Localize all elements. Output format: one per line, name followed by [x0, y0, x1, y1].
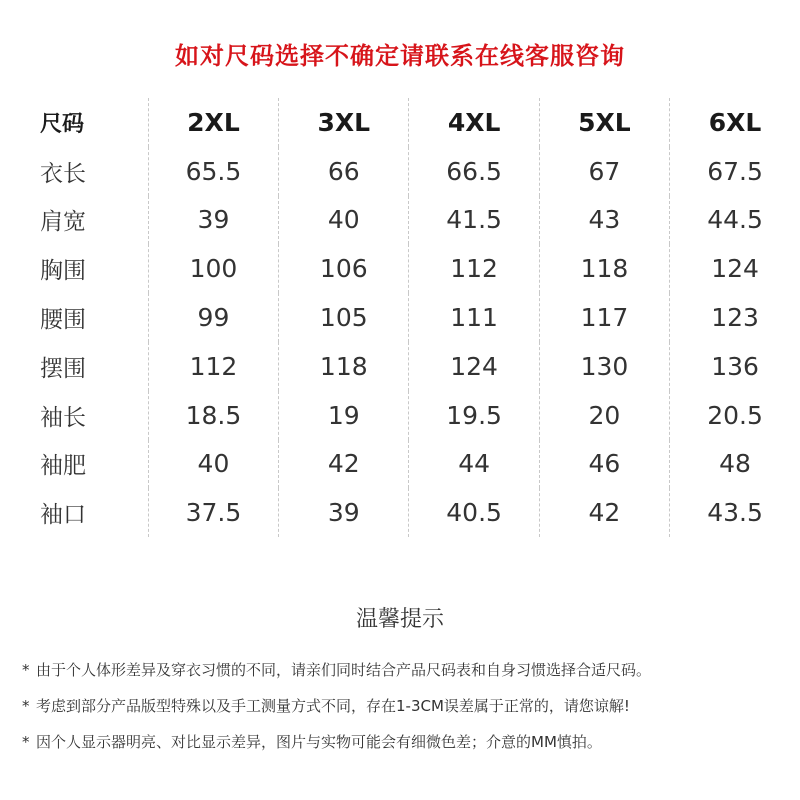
- measurement-value: 124: [670, 244, 800, 293]
- measurement-value: 123: [670, 293, 800, 342]
- tip-bullet: *: [22, 661, 30, 679]
- measurement-label: 胸围: [40, 258, 86, 285]
- table-row: [30, 293, 800, 342]
- measurement-value: 67: [539, 147, 669, 196]
- measurement-value: 39: [279, 488, 409, 537]
- tip-bullet: *: [22, 733, 30, 751]
- table-row: [30, 196, 800, 245]
- tip-item: [22, 730, 792, 766]
- tip-item: [22, 658, 792, 694]
- measurement-value: 66.5: [409, 147, 539, 196]
- table-row: [30, 391, 800, 440]
- size-header-row: [30, 98, 800, 147]
- measurement-value: 42: [539, 488, 669, 537]
- measurement-value: 20.5: [670, 391, 800, 440]
- measurement-label: 肩宽: [40, 209, 86, 236]
- measurement-value: 67.5: [670, 147, 800, 196]
- size-header-label: 尺码: [40, 111, 85, 137]
- measurement-value: 99: [148, 293, 278, 342]
- tip-bullet: *: [22, 697, 30, 715]
- table-row: [30, 342, 800, 391]
- measurement-value: 43: [539, 196, 669, 245]
- measurement-value: 44.5: [670, 196, 800, 245]
- tip-text: 因个人显示器明亮、对比显示差异，图片与实物可能会有细微色差；介意的MM慎拍。: [36, 733, 602, 751]
- measurement-value: 65.5: [148, 147, 278, 196]
- measurement-value: 20: [539, 391, 669, 440]
- measurement-value: 118: [279, 342, 409, 391]
- measurement-value: 40.5: [409, 488, 539, 537]
- tips-title: 温馨提示: [355, 607, 444, 632]
- measurement-value: 41.5: [409, 196, 539, 245]
- measurement-value: 118: [539, 244, 669, 293]
- measurement-value: 106: [279, 244, 409, 293]
- measurement-value: 43.5: [670, 488, 800, 537]
- measurement-value: 124: [409, 342, 539, 391]
- measurement-value: 19.5: [409, 391, 539, 440]
- size-column-header: 4XL: [409, 98, 539, 147]
- measurement-value: 39: [148, 196, 278, 245]
- tip-item: [22, 694, 792, 730]
- tip-text: 由于个人体形差异及穿衣习惯的不同，请亲们同时结合产品尺码表和自身习惯选择合适尺码。: [36, 661, 652, 679]
- measurement-value: 40: [279, 196, 409, 245]
- measurement-label: 衣长: [40, 160, 86, 187]
- measurement-value: 100: [148, 244, 278, 293]
- measurement-label: 袖长: [40, 404, 86, 431]
- measurement-value: 19: [279, 391, 409, 440]
- measurement-value: 18.5: [148, 391, 278, 440]
- measurement-value: 112: [409, 244, 539, 293]
- measurement-value: 130: [539, 342, 669, 391]
- measurement-value: 66: [279, 147, 409, 196]
- measurement-label: 腰围: [40, 307, 86, 334]
- size-chart-table: [30, 98, 800, 537]
- measurement-value: 40: [148, 440, 278, 489]
- measurement-value: 117: [539, 293, 669, 342]
- size-column-header: 2XL: [148, 98, 278, 147]
- measurement-value: 42: [279, 440, 409, 489]
- measurement-value: 111: [409, 293, 539, 342]
- table-row: [30, 147, 800, 196]
- table-row: [30, 244, 800, 293]
- measurement-value: 44: [409, 440, 539, 489]
- measurement-value: 37.5: [148, 488, 278, 537]
- measurement-label: 袖肥: [40, 453, 86, 480]
- measurement-value: 136: [670, 342, 800, 391]
- measurement-value: 46: [539, 440, 669, 489]
- consult-banner: 如对尺码选择不确定请联系在线客服咨询: [175, 42, 625, 70]
- measurement-value: 48: [670, 440, 800, 489]
- size-column-header: 3XL: [279, 98, 409, 147]
- table-row: [30, 440, 800, 489]
- table-row: [30, 488, 800, 537]
- measurement-value: 112: [148, 342, 278, 391]
- measurement-value: 105: [279, 293, 409, 342]
- measurement-label: 袖口: [40, 502, 86, 529]
- size-column-header: 6XL: [670, 98, 800, 147]
- measurement-label: 摆围: [40, 355, 86, 382]
- size-column-header: 5XL: [539, 98, 669, 147]
- tips-list: [22, 658, 792, 766]
- tip-text: 考虑到部分产品版型特殊以及手工测量方式不同，存在1-3CM误差属于正常的，请您谅解!: [36, 697, 630, 715]
